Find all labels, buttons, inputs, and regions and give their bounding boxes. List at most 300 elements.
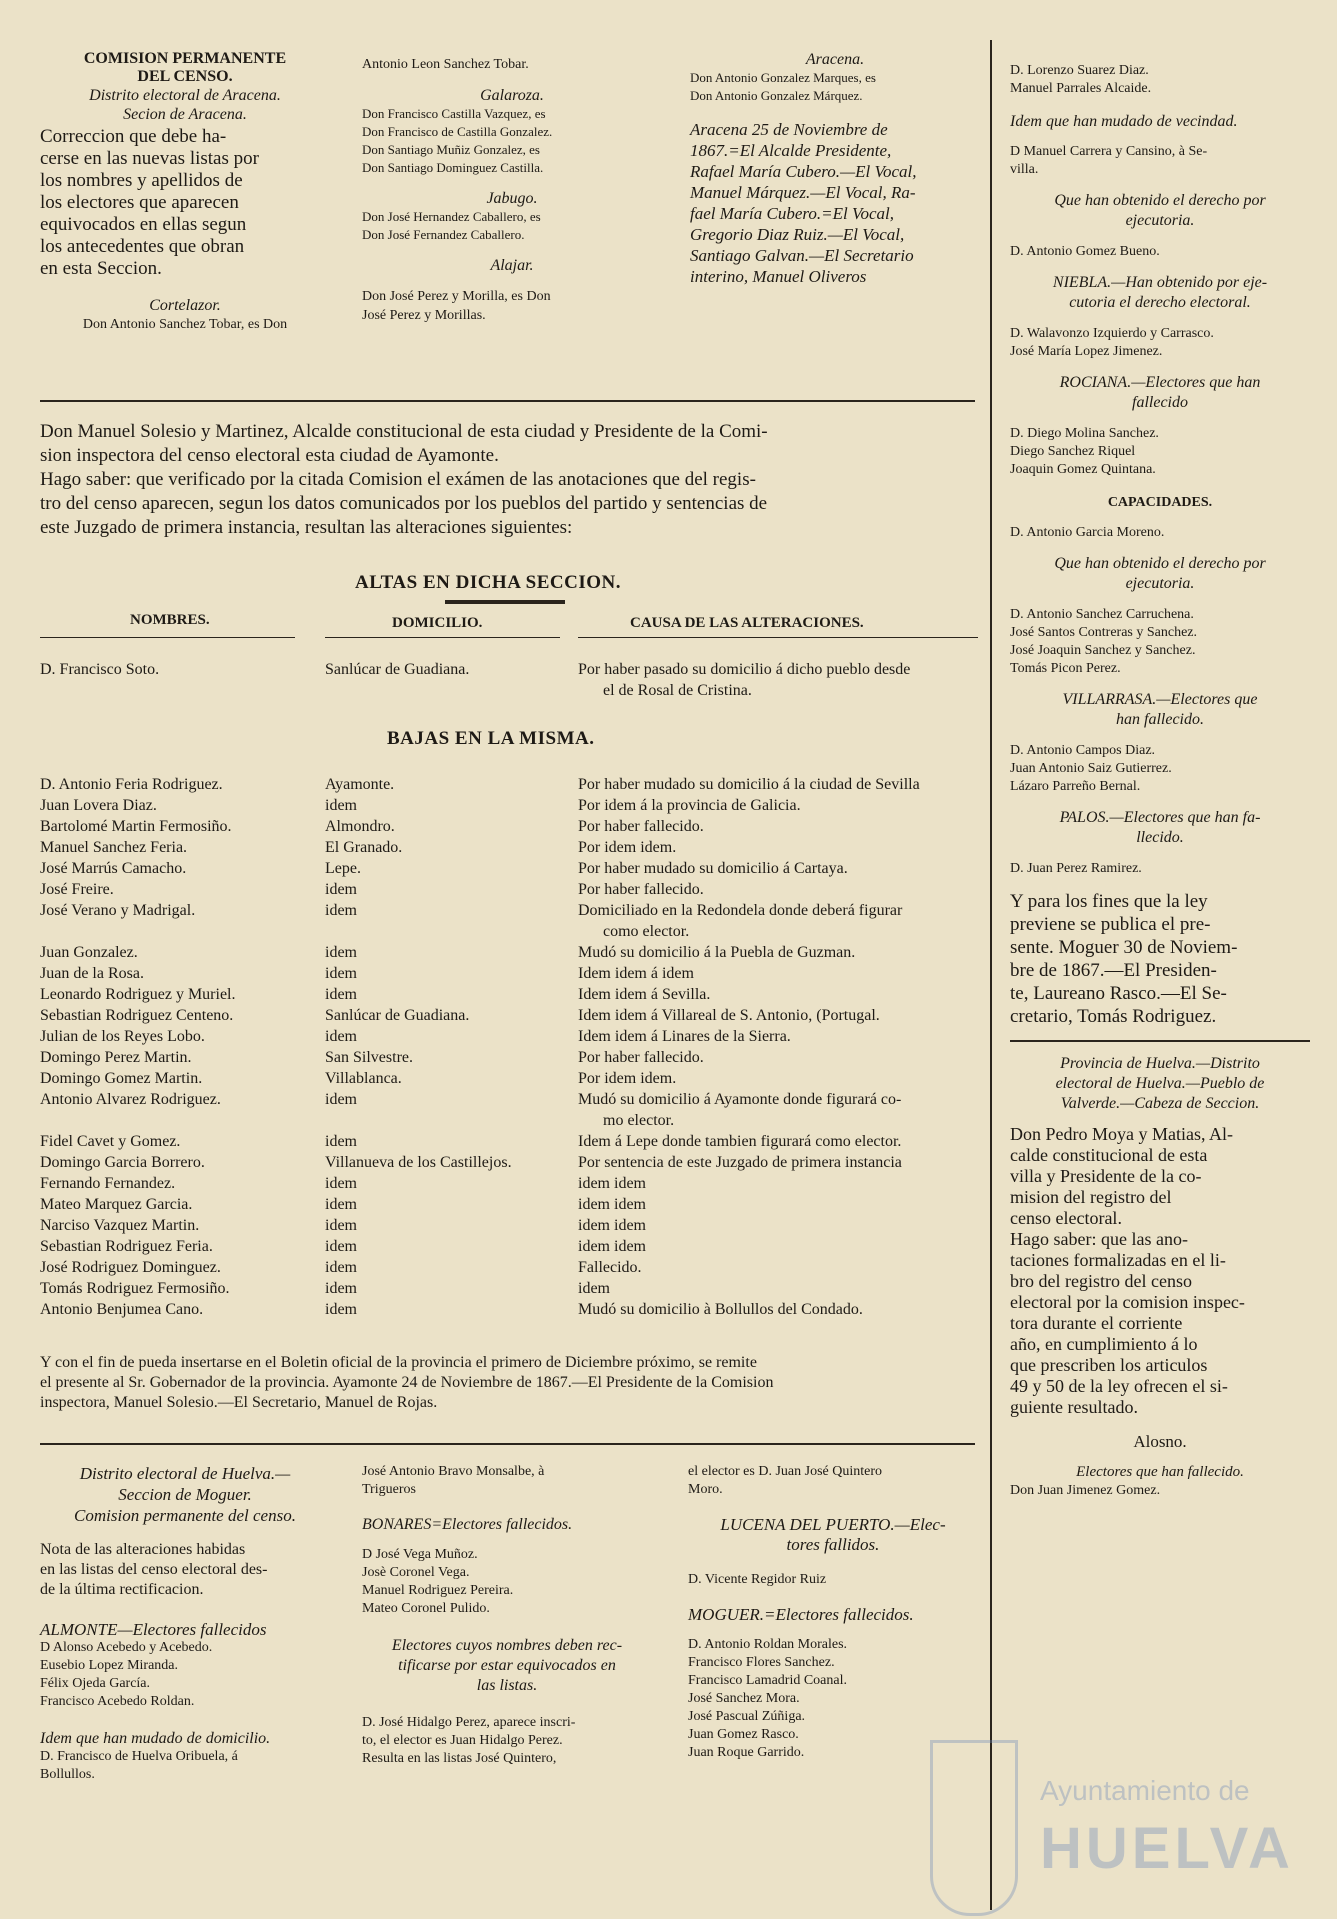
cause-cell: Domiciliado en la Redondela donde deberá figurar bbox=[578, 902, 903, 919]
text-line: cutoria el derecho electoral. bbox=[1069, 294, 1251, 311]
aracena-entries bbox=[690, 69, 980, 105]
table-row bbox=[40, 901, 1040, 921]
text-line: Juan Gomez Rasco. bbox=[688, 1727, 799, 1742]
name-cell: Antonio Alvarez Rodriguez. bbox=[40, 1091, 221, 1108]
name-cell: D. Antonio Feria Rodriguez. bbox=[40, 776, 223, 793]
domicile-cell: Sanlúcar de Guadiana. bbox=[325, 661, 470, 678]
col-header-causa: CAUSA DE LAS ALTERACIONES. bbox=[630, 615, 864, 631]
text-line: villa y Presidente de la co- bbox=[1010, 1166, 1202, 1186]
text-line: Resulta en las listas José Quintero, bbox=[362, 1751, 557, 1766]
text-line: el elector es D. Juan José Quintero bbox=[688, 1464, 882, 1479]
palos-list bbox=[1010, 860, 1310, 878]
name-cell: Domingo Perez Martin. bbox=[40, 1049, 192, 1066]
domicile-cell: Ayamonte. bbox=[325, 776, 395, 793]
name-cell: Fidel Cavet y Gomez. bbox=[40, 1133, 181, 1150]
jabugo-entries bbox=[362, 208, 662, 244]
text-line: tificarse por estar equivocados en bbox=[398, 1657, 616, 1674]
table-row bbox=[40, 1006, 1040, 1026]
moguer-col-3 bbox=[688, 1463, 978, 1762]
valverde-heading bbox=[1010, 1054, 1310, 1114]
text-line: Francisco Acebedo Roldan. bbox=[40, 1694, 195, 1709]
text-line: D. Vicente Regidor Ruiz bbox=[688, 1572, 827, 1587]
table-row bbox=[40, 1090, 1040, 1110]
text-line: José Pascual Zúñiga. bbox=[688, 1709, 806, 1724]
col-header-nombres: NOMBRES. bbox=[130, 612, 210, 628]
galaroza-entries bbox=[362, 105, 662, 177]
text-line: D. Lorenzo Suarez Diaz. bbox=[1010, 63, 1149, 78]
domicile-cell: idem bbox=[325, 881, 357, 898]
text-line: to, el elector es Juan Hidalgo Perez. bbox=[362, 1733, 563, 1748]
cause-cell: como elector. bbox=[603, 923, 690, 940]
moguer-deceased-heading: MOGUER.=Electores fallecidos. bbox=[688, 1605, 914, 1624]
cause-cell: Idem idem á Linares de la Sierra. bbox=[578, 1028, 791, 1045]
domicile-cell: idem bbox=[325, 1091, 357, 1108]
aracena-signature-column bbox=[690, 50, 980, 287]
table-row bbox=[40, 1174, 1040, 1194]
text-line: José Santos Contreras y Sanchez. bbox=[1010, 625, 1198, 640]
col-header-domicilio: DOMICILIO. bbox=[392, 615, 483, 631]
cause-cell: idem idem bbox=[578, 1175, 646, 1192]
text-line: Rafael María Cubero.—El Vocal, bbox=[690, 162, 917, 181]
text-line: José Antonio Bravo Monsalbe, à bbox=[362, 1464, 545, 1479]
text-line: D. Juan Perez Ramirez. bbox=[1010, 861, 1142, 876]
text-line: D Alonso Acebedo y Acebedo. bbox=[40, 1640, 213, 1655]
name-cell: Juan de la Rosa. bbox=[40, 965, 144, 982]
text-line: Provincia de Huelva.—Distrito bbox=[1060, 1055, 1260, 1072]
aracena-commission-column bbox=[40, 50, 330, 334]
text-line: el presente al Sr. Gobernador de la provincia. Ayamonte 24 de Noviembre de 1867.—El Presidente de la Comision bbox=[40, 1374, 774, 1391]
text-line: Valverde.—Cabeza de Seccion. bbox=[1060, 1095, 1260, 1112]
cause-cell: idem bbox=[578, 1280, 610, 1297]
altas-title: ALTAS EN DICHA SECCION. bbox=[355, 572, 621, 593]
name-cell: Narciso Vazquez Martin. bbox=[40, 1217, 200, 1234]
text-line: fael María Cubero.=El Vocal, bbox=[690, 204, 894, 223]
text-line: LUCENA DEL PUERTO.—Elec- bbox=[720, 1515, 946, 1534]
text-line: tro del censo aparecen, segun los datos comunicados por los pueblos del partido y sentencias de bbox=[40, 493, 768, 514]
moguer-note bbox=[40, 1540, 330, 1600]
watermark bbox=[930, 1740, 1294, 1910]
cause-cell: Por idem idem. bbox=[578, 839, 677, 856]
table-row bbox=[40, 880, 1040, 900]
domicile-cell: idem bbox=[325, 1133, 357, 1150]
text-line: que prescriben los articulos bbox=[1010, 1355, 1208, 1375]
text-line: Félix Ojeda García. bbox=[40, 1676, 151, 1691]
name-cell: Antonio Benjumea Cano. bbox=[40, 1301, 204, 1318]
villarrasa-list bbox=[1010, 742, 1310, 796]
continued-entry-3 bbox=[688, 1463, 978, 1499]
cause-cell: Por idem idem. bbox=[578, 1070, 677, 1087]
text-line: Hago saber: que las ano- bbox=[1010, 1229, 1188, 1249]
text-line: PALOS.—Electores que han fa- bbox=[1059, 809, 1261, 826]
rectify-heading bbox=[362, 1636, 652, 1696]
name-cell: Manuel Sanchez Feria. bbox=[40, 839, 188, 856]
text-line: inspectora, Manuel Solesio.—El Secretario, Manuel de Rojas. bbox=[40, 1394, 438, 1411]
cortelazor-entry: Don Antonio Sanchez Tobar, es Don bbox=[82, 317, 288, 332]
right-ejecutoria2-heading bbox=[1010, 554, 1310, 594]
domicile-cell: Lepe. bbox=[325, 860, 361, 877]
cause-cell: Por haber pasado su domicilio á dicho pueblo desde bbox=[578, 661, 911, 678]
text-line: Y para los fines que la ley bbox=[1010, 891, 1208, 912]
text-line: Manuel Márquez.—El Vocal, Ra- bbox=[690, 183, 916, 202]
text-line: Don Antonio Gonzalez Marques, es bbox=[690, 70, 876, 85]
text-line: D. Antonio Campos Diaz. bbox=[1010, 743, 1156, 758]
domicile-cell: idem bbox=[325, 965, 357, 982]
text-line: Distrito electoral de Huelva.— bbox=[79, 1464, 291, 1483]
table-row bbox=[40, 1195, 1040, 1215]
rociana-heading bbox=[1010, 373, 1310, 413]
capacidades-heading: CAPACIDADES. bbox=[1107, 495, 1213, 510]
table-row bbox=[40, 1048, 1040, 1068]
domicile-cell: idem bbox=[325, 1217, 357, 1234]
cause-cell: Por haber fallecido. bbox=[578, 1049, 704, 1066]
name-cell: Sebastian Rodriguez Feria. bbox=[40, 1238, 213, 1255]
text-line: censo electoral. bbox=[1010, 1208, 1122, 1228]
place-cortelazor: Cortelazor. bbox=[149, 297, 221, 314]
bonares-list bbox=[362, 1546, 652, 1618]
header-rule-2 bbox=[325, 637, 560, 638]
text-line: José Sanchez Mora. bbox=[688, 1691, 800, 1706]
cause-cell: Mudó su domicilio á Ayamonte donde figurará co- bbox=[578, 1091, 902, 1108]
cause-cell: Idem á Lepe donde tambien figurará como elector. bbox=[578, 1133, 902, 1150]
domicile-cell: idem bbox=[325, 1301, 357, 1318]
text-line: llecido. bbox=[1136, 829, 1184, 846]
altas-ornament bbox=[445, 600, 565, 604]
cause-cell: Fallecido. bbox=[578, 1259, 642, 1276]
domicile-cell: idem bbox=[325, 1175, 357, 1192]
table-row bbox=[40, 838, 1040, 858]
text-line: villa. bbox=[1010, 162, 1039, 177]
moguer-closing bbox=[1010, 890, 1310, 1028]
table-row bbox=[40, 964, 1040, 984]
niebla-heading bbox=[1010, 273, 1310, 313]
place-galaroza: Galaroza. bbox=[480, 87, 544, 104]
text-line: mision del registro del bbox=[1010, 1187, 1172, 1207]
table-row bbox=[40, 1258, 1040, 1278]
text-line: D José Vega Muñoz. bbox=[362, 1547, 478, 1562]
table-row bbox=[40, 1237, 1040, 1257]
right-idem-list bbox=[1010, 143, 1310, 179]
domicile-cell: Villanueva de los Castillejos. bbox=[325, 1154, 512, 1171]
cause-cell: idem idem bbox=[578, 1217, 646, 1234]
niebla-list bbox=[1010, 325, 1310, 361]
altas-table bbox=[40, 660, 980, 710]
section-line: Secion de Aracena. bbox=[123, 106, 247, 123]
text-line: Que han obtenido el derecho por bbox=[1054, 555, 1266, 572]
palos-heading bbox=[1010, 808, 1310, 848]
header-rule-1 bbox=[40, 637, 295, 638]
valverde-body bbox=[1010, 1124, 1310, 1418]
watermark-line-1: Ayuntamiento de bbox=[1040, 1775, 1250, 1806]
cause-cell: Mudó su domicilio á la Puebla de Guzman. bbox=[578, 944, 856, 961]
text-line: Francisco Lamadrid Coanal. bbox=[688, 1673, 848, 1688]
name-cell: D. Francisco Soto. bbox=[40, 661, 160, 678]
name-cell: Fernando Fernandez. bbox=[40, 1175, 176, 1192]
cause-cell: Por idem á la provincia de Galicia. bbox=[578, 797, 801, 814]
cause-cell: Por haber fallecido. bbox=[578, 818, 704, 835]
bajas-table bbox=[40, 775, 980, 1335]
text-line: cerse en las nuevas listas por bbox=[40, 148, 259, 169]
text-line: en esta Seccion. bbox=[40, 258, 162, 279]
cause-cell: mo elector. bbox=[603, 1112, 675, 1129]
domicile-cell: idem bbox=[325, 1259, 357, 1276]
almonte-list bbox=[40, 1639, 330, 1711]
rociana-list bbox=[1010, 425, 1310, 479]
right-idem-heading: Idem que han mudado de vecindad. bbox=[1010, 113, 1238, 130]
place-aracena: Aracena. bbox=[805, 51, 865, 68]
alosno-list bbox=[1010, 1482, 1310, 1500]
text-line: este Juzgado de primera instancia, resultan las alteraciones siguientes: bbox=[40, 517, 573, 538]
text-line: D. Francisco de Huelva Oribuela, á bbox=[40, 1749, 238, 1764]
text-line: José Perez y Morillas. bbox=[362, 308, 486, 323]
cause-cell: Idem idem á idem bbox=[578, 965, 694, 982]
text-line: Don José Hernandez Caballero, es bbox=[362, 209, 541, 224]
table-row bbox=[40, 1111, 1040, 1131]
divider-top bbox=[40, 400, 975, 402]
table-row bbox=[40, 775, 1040, 795]
idem-domicilio-list bbox=[40, 1748, 330, 1784]
table-row bbox=[40, 985, 1040, 1005]
table-row bbox=[40, 817, 1040, 837]
name-cell: José Marrús Camacho. bbox=[40, 860, 187, 877]
right-divider bbox=[1010, 1040, 1310, 1042]
moguer-col-2 bbox=[362, 1463, 652, 1768]
table-row bbox=[40, 1132, 1040, 1152]
name-cell: Leonardo Rodriguez y Muriel. bbox=[40, 986, 236, 1003]
text-line: los electores que aparecen bbox=[40, 192, 239, 213]
cause-cell: idem idem bbox=[578, 1196, 646, 1213]
text-line: Juan Antonio Saiz Gutierrez. bbox=[1010, 761, 1172, 776]
text-line: Don José Fernandez Caballero. bbox=[362, 227, 525, 242]
villarrasa-heading bbox=[1010, 690, 1310, 730]
domicile-cell: Sanlúcar de Guadiana. bbox=[325, 1007, 470, 1024]
table-row bbox=[40, 796, 1040, 816]
table-row bbox=[40, 1279, 1040, 1299]
coat-of-arms-icon bbox=[930, 1740, 1018, 1916]
text-line: Comision permanente del censo. bbox=[74, 1506, 296, 1525]
cause-cell: Por haber fallecido. bbox=[578, 881, 704, 898]
cause-cell: Por haber mudado su domicilio á la ciudad de Sevilla bbox=[578, 776, 920, 793]
domicile-cell: idem bbox=[325, 797, 357, 814]
text-line: 1867.=El Alcalde Presidente, bbox=[690, 141, 892, 160]
text-line: calde constitucional de esta bbox=[1010, 1145, 1208, 1165]
right-column bbox=[1010, 62, 1310, 1500]
commission-heading: COMISION PERMANENTE DEL CENSO. bbox=[83, 50, 287, 85]
text-line: José María Lopez Jimenez. bbox=[1010, 344, 1163, 359]
text-line: interino, Manuel Oliveros bbox=[690, 267, 867, 286]
text-line: Francisco Flores Sanchez. bbox=[688, 1655, 835, 1670]
domicile-cell: idem bbox=[325, 1238, 357, 1255]
text-line: Mateo Coronel Pulido. bbox=[362, 1601, 490, 1616]
text-line: Diego Sanchez Riquel bbox=[1010, 444, 1136, 459]
text-line: Manuel Parrales Alcaide. bbox=[1010, 81, 1152, 96]
aracena-corrections-column bbox=[362, 55, 662, 325]
text-line: bre de 1867.—El Presiden- bbox=[1010, 960, 1217, 981]
text-line: D. Walavonzo Izquierdo y Carrasco. bbox=[1010, 326, 1214, 341]
table-row bbox=[40, 1153, 1040, 1173]
text-line: D. Antonio Roldan Morales. bbox=[688, 1637, 848, 1652]
name-cell: Tomás Rodriguez Fermosiño. bbox=[40, 1280, 230, 1297]
right-cont-list bbox=[1010, 62, 1310, 98]
text-line: Nota de las alteraciones habidas bbox=[40, 1541, 246, 1558]
name-cell: Mateo Marquez Garcia. bbox=[40, 1196, 193, 1213]
text-line: NIEBLA.—Han obtenido por eje- bbox=[1052, 274, 1268, 291]
district-line: Distrito electoral de Aracena. bbox=[89, 87, 281, 104]
text-line: tores fallidos. bbox=[786, 1535, 880, 1554]
place-jabugo: Jabugo. bbox=[486, 190, 538, 207]
text-line: José Joaquin Sanchez y Sanchez. bbox=[1010, 643, 1196, 658]
table-row bbox=[40, 1069, 1040, 1089]
cause-cell: Idem idem á Villareal de S. Antonio, (Portugal. bbox=[578, 1007, 880, 1024]
correction-paragraph bbox=[40, 126, 330, 280]
moguer-heading bbox=[40, 1463, 330, 1526]
text-line: en las listas del censo electoral des- bbox=[40, 1561, 268, 1578]
text-line: cretario, Tomás Rodriguez. bbox=[1010, 1006, 1217, 1027]
text-line: electoral por la comision inspec- bbox=[1010, 1292, 1245, 1312]
cause-cell: Idem idem á Sevilla. bbox=[578, 986, 711, 1003]
text-line: Trigueros bbox=[362, 1482, 416, 1497]
text-line: ejecutoria. bbox=[1125, 575, 1195, 592]
text-line: D. Diego Molina Sanchez. bbox=[1010, 426, 1159, 441]
text-line: Don Francisco de Castilla Gonzalez. bbox=[362, 124, 553, 139]
text-line: Don Pedro Moya y Matias, Al- bbox=[1010, 1124, 1233, 1144]
text-line: Correccion que debe ha- bbox=[40, 126, 227, 147]
text-line: Seccion de Moguer. bbox=[118, 1485, 252, 1504]
text-line: Eusebio Lopez Miranda. bbox=[40, 1658, 179, 1673]
table-row bbox=[40, 859, 1040, 879]
name-cell: Juan Lovera Diaz. bbox=[40, 797, 157, 814]
text-line: Manuel Rodriguez Pereira. bbox=[362, 1583, 514, 1598]
watermark-line-2: HUELVA bbox=[1040, 1816, 1294, 1881]
domicile-cell: idem bbox=[325, 1028, 357, 1045]
lucena-heading bbox=[688, 1515, 978, 1555]
ayamonte-intro bbox=[40, 420, 980, 540]
name-cell: Sebastian Rodriguez Centeno. bbox=[40, 1007, 234, 1024]
continued-entry-2 bbox=[362, 1463, 652, 1499]
text-line: ROCIANA.—Electores que han bbox=[1059, 374, 1261, 391]
text-line: taciones formalizadas en el li- bbox=[1010, 1250, 1226, 1270]
domicile-cell: Villablanca. bbox=[325, 1070, 402, 1087]
text-line: los nombres y apellidos de bbox=[40, 170, 243, 191]
almonte-heading: ALMONTE—Electores fallecidos bbox=[40, 1620, 267, 1639]
table-row bbox=[40, 943, 1040, 963]
divider-bottom bbox=[40, 1443, 975, 1445]
text-line: Que han obtenido el derecho por bbox=[1054, 192, 1266, 209]
domicile-cell: idem bbox=[325, 986, 357, 1003]
text-line: Moro. bbox=[688, 1482, 723, 1497]
text-line: Don Santiago Muñiz Gonzalez, es bbox=[362, 142, 540, 157]
domicile-cell: idem bbox=[325, 1196, 357, 1213]
right-ejecutoria-heading bbox=[1010, 191, 1310, 231]
table-row bbox=[40, 681, 1040, 701]
text-line: D. José Hidalgo Perez, aparece inscri- bbox=[362, 1715, 576, 1730]
table-row bbox=[40, 1027, 1040, 1047]
text-line: Don Francisco Castilla Vazquez, es bbox=[362, 106, 546, 121]
text-line: Tomás Picon Perez. bbox=[1010, 661, 1121, 676]
name-cell: José Verano y Madrigal. bbox=[40, 902, 196, 919]
text-line: VILLARRASA.—Electores que bbox=[1062, 691, 1258, 708]
text-line: Don Santiago Dominguez Castilla. bbox=[362, 160, 544, 175]
name-cell: Domingo Gomez Martin. bbox=[40, 1070, 203, 1087]
aracena-signatures bbox=[690, 119, 980, 287]
domicile-cell: Almondro. bbox=[325, 818, 395, 835]
text-line: los antecedentes que obran bbox=[40, 236, 245, 257]
table-row bbox=[40, 922, 1040, 942]
domicile-cell: idem bbox=[325, 1280, 357, 1297]
domicile-cell: idem bbox=[325, 944, 357, 961]
continued-entry: Antonio Leon Sanchez Tobar. bbox=[362, 57, 529, 72]
text-line: de la última rectificacion. bbox=[40, 1581, 204, 1598]
name-cell: Bartolomé Martin Fermosiño. bbox=[40, 818, 232, 835]
text-line: D. Antonio Gomez Bueno. bbox=[1010, 244, 1160, 259]
text-line: Don José Perez y Morilla, es Don bbox=[362, 289, 551, 304]
text-line: Santiago Galvan.—El Secretario bbox=[690, 246, 914, 265]
name-cell: Julian de los Reyes Lobo. bbox=[40, 1028, 205, 1045]
bajas-title: BAJAS EN LA MISMA. bbox=[387, 728, 595, 749]
text-line: ejecutoria. bbox=[1125, 212, 1195, 229]
table-row bbox=[40, 1216, 1040, 1236]
text-line: bro del registro del censo bbox=[1010, 1271, 1192, 1291]
idem-domicilio-heading: Idem que han mudado de domicilio. bbox=[40, 1730, 271, 1747]
text-line: Electores cuyos nombres deben rec- bbox=[391, 1637, 623, 1654]
text-line: Don Antonio Gonzalez Márquez. bbox=[690, 88, 863, 103]
name-cell: José Rodriguez Dominguez. bbox=[40, 1259, 221, 1276]
capacidades-list bbox=[1010, 524, 1310, 542]
text-line: Joaquin Gomez Quintana. bbox=[1010, 462, 1156, 477]
text-line: sion inspectora del censo electoral esta ciudad de Ayamonte. bbox=[40, 445, 499, 466]
text-line: 49 y 50 de la ley ofrecen el si- bbox=[1010, 1376, 1228, 1396]
moguer-col-1 bbox=[40, 1463, 330, 1784]
text-line: Josè Coronel Vega. bbox=[362, 1565, 470, 1580]
text-line: guiente resultado. bbox=[1010, 1397, 1138, 1417]
text-line: año, en cumplimiento á lo bbox=[1010, 1334, 1198, 1354]
text-line: Hago saber: que verificado por la citada Comision el exámen de las anotaciones que del regis- bbox=[40, 469, 756, 490]
cause-cell: Por sentencia de este Juzgado de primera instancia bbox=[578, 1154, 902, 1171]
right-ejecutoria-list bbox=[1010, 243, 1310, 261]
text-line: Gregorio Diaz Ruiz.—El Vocal, bbox=[690, 225, 905, 244]
domicile-cell: El Granado. bbox=[325, 839, 403, 856]
text-line: Aracena 25 de Noviembre de bbox=[690, 120, 888, 139]
text-line: fallecido bbox=[1132, 394, 1188, 411]
text-line: electoral de Huelva.—Pueblo de bbox=[1055, 1075, 1265, 1092]
name-cell: José Freire. bbox=[40, 881, 114, 898]
text-line: las listas. bbox=[476, 1677, 538, 1694]
domicile-cell: idem bbox=[325, 902, 357, 919]
text-line: han fallecido. bbox=[1116, 711, 1204, 728]
alosno-sub: Electores que han fallecido. bbox=[1076, 1464, 1244, 1480]
text-line: Lázaro Parreño Bernal. bbox=[1010, 779, 1141, 794]
table-row bbox=[40, 660, 1040, 680]
text-line: tora durante el corriente bbox=[1010, 1313, 1183, 1333]
text-line: D. Antonio Sanchez Carruchena. bbox=[1010, 607, 1194, 622]
right-ejecutoria2-list bbox=[1010, 606, 1310, 678]
text-line: Y con el fin de pueda insertarse en el Boletin oficial de la provincia el primero de Diciembre próximo, se remite bbox=[40, 1354, 757, 1371]
text-line: Juan Roque Garrido. bbox=[688, 1745, 805, 1760]
cause-cell: Por haber mudado su domicilio á Cartaya. bbox=[578, 860, 848, 877]
alajar-entries bbox=[362, 287, 662, 325]
name-cell: Juan Gonzalez. bbox=[40, 944, 138, 961]
table-row bbox=[40, 1300, 1040, 1320]
text-line: previene se publica el pre- bbox=[1010, 914, 1211, 935]
rectify-list bbox=[362, 1714, 652, 1768]
alosno-heading: Alosno. bbox=[1133, 1432, 1187, 1451]
text-line: D. Antonio Garcia Moreno. bbox=[1010, 525, 1165, 540]
text-line: Bollullos. bbox=[40, 1767, 95, 1782]
ayamonte-closing bbox=[40, 1353, 980, 1413]
name-cell: Domingo Garcia Borrero. bbox=[40, 1154, 205, 1171]
bonares-heading: BONARES=Electores fallecidos. bbox=[362, 1516, 573, 1533]
domicile-cell: San Silvestre. bbox=[325, 1049, 413, 1066]
cause-cell: el de Rosal de Cristina. bbox=[603, 682, 752, 699]
